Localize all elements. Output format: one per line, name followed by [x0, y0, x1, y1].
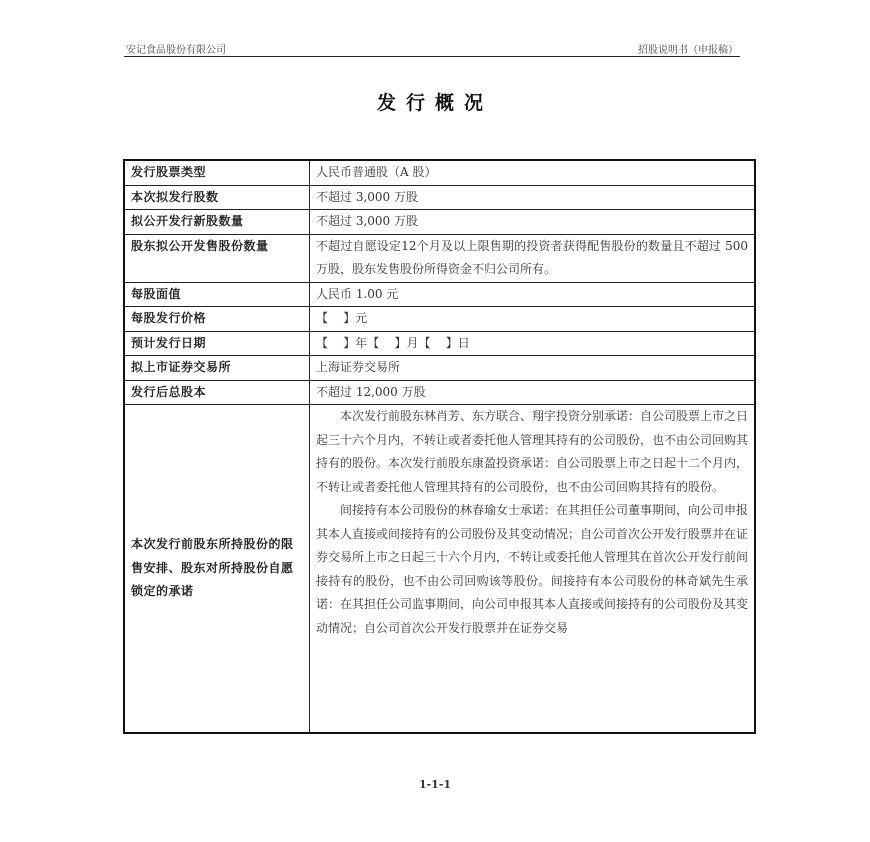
lockup-paragraph: 间接持有本公司股份的林春瑜女士承诺：在其担任公司董事期间，向公司申报其本人直接或间接持有的公司股份及其变动情况；自公司首次公开发行股票并在证券交易所上市之日起三十六个月内，不转让或委托他人管理其在首次公开发行前间接持有的股份，也不由公司回购该等股份。间接持有本公司股份的林奇斌先生承诺：在其担任公司监事期间，向公司申报其本人直接或间接持有的公司股份及其变动情况；自公司首次公开发行股票并在证券交易: [316, 503, 749, 635]
row-value: 人民币普通股（A 股）: [310, 160, 756, 185]
row-label: 预计发行日期: [124, 331, 310, 356]
lockup-label: 本次发行前股东所持股份的限售安排、股东对所持股份自愿锁定的承诺: [124, 405, 310, 734]
table-row: [124, 307, 755, 332]
row-value: 上海证券交易所: [310, 356, 756, 381]
row-label: 每股发行价格: [124, 307, 310, 332]
row-label: 拟上市证券交易所: [124, 356, 310, 381]
row-label: 每股面值: [124, 282, 310, 307]
table-row: [124, 380, 755, 405]
row-label: 本次拟发行股数: [124, 185, 310, 210]
header-document-name: 招股说明书（申报稿）: [638, 45, 738, 56]
row-label: 股东拟公开发售股份数量: [124, 234, 310, 282]
table-row: [124, 282, 755, 307]
row-value: 不超过自愿设定12个月及以上限售期的投资者获得配售股份的数量且不超过 500 万股，股东发售股份所得资金不归公司所有。: [310, 234, 756, 282]
row-value: 【 】年【 】月【 】日: [310, 331, 756, 356]
row-label: 发行股票类型: [124, 160, 310, 185]
row-value: 不超过 3,000 万股: [310, 210, 756, 235]
table-row: [124, 356, 755, 381]
row-label: 发行后总股本: [124, 380, 310, 405]
table-row: [124, 160, 755, 185]
page-title: 发行概况: [376, 92, 493, 114]
row-value: 不超过 3,000 万股: [310, 185, 756, 210]
lockup-commitments: [310, 405, 756, 734]
lockup-paragraph: 本次发行前股东林肖芳、东方联合、翔宇投资分别承诺：自公司股票上市之日起三十六个月内，不转让或者委托他人管理其持有的公司股份，也不由公司回购其持有的股份。本次发行前股东康盈投资承诺：自公司股票上市之日起十二个月内，不转让或者委托他人管理其持有的公司股份，也不由公司回购其持有的股份。: [316, 409, 749, 494]
table-row: [124, 210, 755, 235]
offering-summary-table: [123, 159, 756, 734]
page-number: 1-1-1: [418, 778, 452, 791]
row-value: 不超过 12,000 万股: [310, 380, 756, 405]
table-row: [124, 185, 755, 210]
table-row: [124, 405, 755, 734]
table-row: [124, 331, 755, 356]
page-header: [124, 38, 740, 57]
row-label: 拟公开发行新股数量: [124, 210, 310, 235]
header-company-name: 安记食品股份有限公司: [126, 45, 226, 56]
row-value: 人民币 1.00 元: [310, 282, 756, 307]
table-row: [124, 234, 755, 282]
row-value: 【 】元: [310, 307, 756, 332]
